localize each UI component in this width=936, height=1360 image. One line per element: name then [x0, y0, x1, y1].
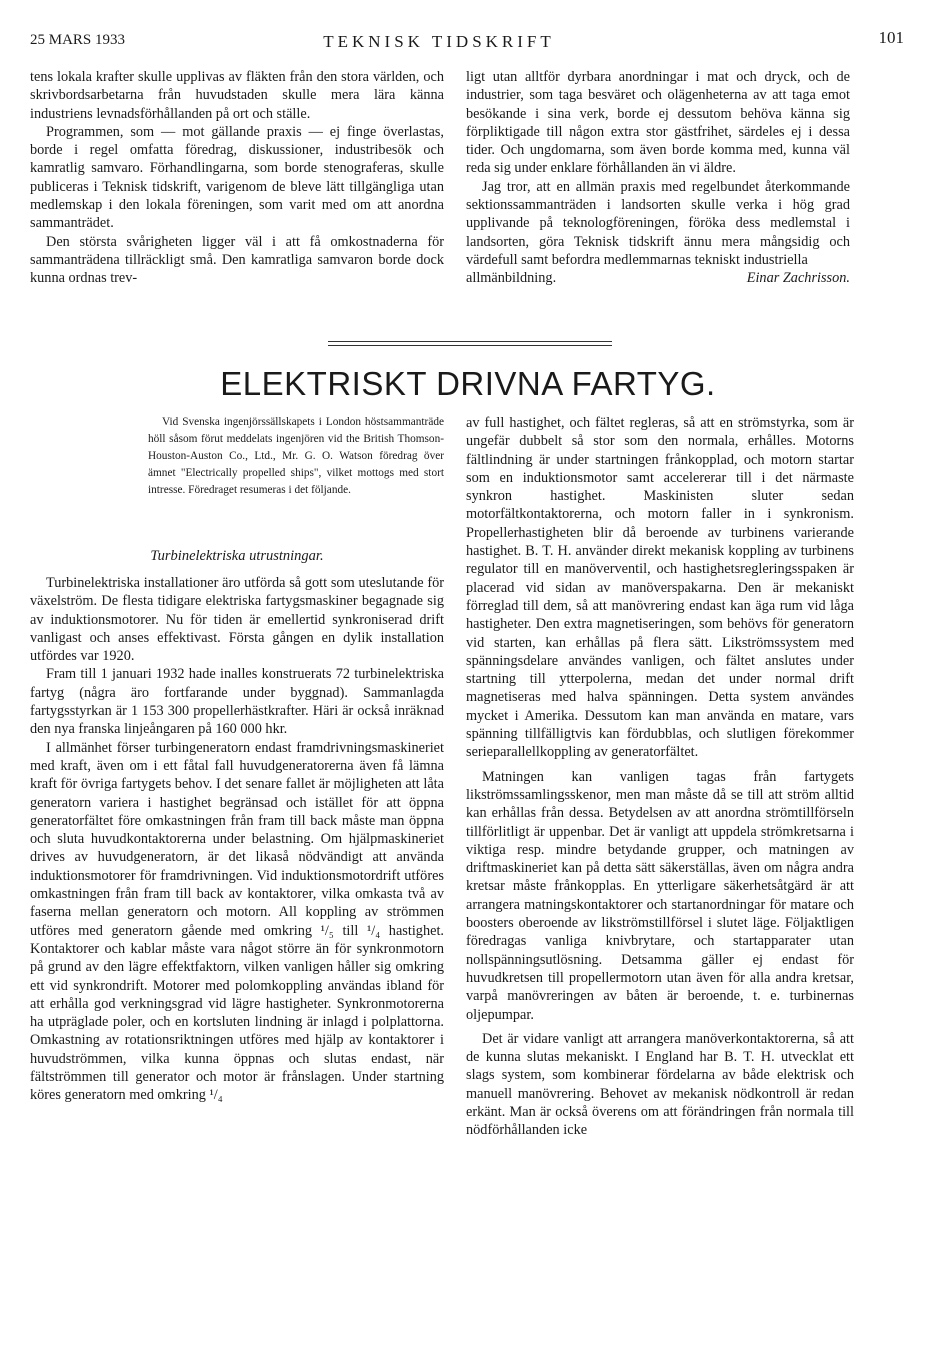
running-header [30, 28, 904, 56]
paragraph: av full hastighet, och fältet regleras, så att en strömstyrka, som är ungefär dubbelt så stor som den normala, erhålles. Motorns fältlindning är under startningen frånkopplad, och motorn startar som en induktionsmotor samt accelererar till i det närmaste synkron hastighet. Maskinisten sluter sedan motorfältkontaktorerna, och motorn faller in i synkronism. Propellerhastigheten blir då beroende av turbinens varierande hastighet. B. T. H. använder direkt mekanisk koppling av turbinens regulator till en manöverventil, och hastighetsregleringsspaken är placerad vid sidan av manöverspakarna. Den är mekaniskt förreglad till dem, så att manövrering endast kan äga rum vid låga hastigheter. Den extra magnetiseringen, som behövs för generatorn vid starten, kan erhållas på flera sätt. Likströmssystem med spänningsdelare användes vanligen, och fältet anslutes under startning till ytterpolerna, medan det under normal drift magnetiseras med halva spänningen. Detta system användes mycket i Amerika. Dessutom kan man använda en matare, vars spänning tillfälligtvis kan fördubblas, och slutligen förekommer serieparallellkoppling av generatorfältet. [466, 415, 854, 761]
previous-article-left-column [30, 68, 444, 288]
paragraph: I allmänhet förser turbingeneratorn endast framdrivningsmaskineriet med kraft, även om i ett fåtal fall huvudgeneratorerna även få lämna kraft för övriga fartygets behov. I det senare fallet är möjligheten att låta generatorn variera i hastighet begränsad och istället för att öppna generatorfältet före omkastningen från fram till back måste man öppna och sluta huvudkontaktorerna under belastning. Om hjälpmaskineriet drives av huvudgeneratorn, är det likaså nödvändigt att använda induktionsmotorer för framdrivningen. Vid induktionsmotordrift utföres omkastningen från fram till back av kontaktorer, vilka omkasta två av faserna mellan generatorn och motorn. All koppling av strömmen utföres med generatorn gående med omkring ¹/₅ till ¹/₄ hastighet. Kontaktorer och kablar måste vara något större än för synkronmotorn på grund av den lägre effektfaktorn, vilken vanligen håller sig omkring ett vid synkrondrift. Motorer med polomkoppling användas ibland för att erhålla god verkningsgrad vid lägre hastigheter. Synkronmotorerna ha utpräglade poler, och en kortsluten lindning är inlagd i polplattorna. Omkastning av rotationsriktningen utföres med hjälp av kontaktorer i huvudströmmen, vilka kunna öppnas och slutas endast, när fältströmmen till generator och motor är frånslagen. Under startning köres generatorn med omkring ¹/₄ [30, 739, 444, 1104]
paragraph: Programmen, som — mot gällande praxis — ej finge överlastas, borde i regel omfatta föredrag, diskussioner, industribesök och kamratlig samvaro. Förhandlingarna, som borde stenograferas, skulle publiceras i Teknisk tidskrift, varigenom de bleve lätt tillgängliga utan medlemskap i den lokala föreningen, som varit med om att anordna sammanträdet. [30, 123, 444, 232]
separator-rule [328, 345, 612, 346]
issue-date: 25 MARS 1933 [30, 32, 126, 48]
section-heading: Turbinelektriska utrustningar. [150, 548, 324, 564]
article-intro [148, 414, 444, 499]
paragraph: Det är vidare vanligt att arrangera manöverkontaktorerna, så att de kunna slutas mekaniskt. I England har B. T. H. utvecklat ett slags system, som kombinerar fördelarna av både elektrisk och manuell manövrering. Behovet av mekanisk nödkontroll är redan erkänt. Man är också överens om att förändringen från normala till nödförhållanden icke [466, 1030, 854, 1139]
article-title: ELEKTRISKT DRIVNA FARTYG. [220, 365, 716, 402]
paragraph: Fram till 1 januari 1932 hade inalles konstruerats 72 turbinelektriska fartyg (några äro fortfarande under byggnad). Sammanlagda fartygsstyrkan är 1 153 300 propellerhästkrafter. Häri är också inräknad den nya franska linjeångaren på 160 000 hkr. [30, 666, 444, 738]
paragraph: Turbinelektriska installationer äro utförda så gott som uteslutande för växelström. De flesta tidigare elektriska fartygsmaskiner begagnade sig av induktionsmotorer. Nu för tiden är emellertid synkroniserad drift vanligast och anses effektivast. Första gången en dylik installation utfördes var 1920. [30, 575, 444, 665]
paragraph: Jag tror, att en allmän praxis med regelbundet återkommande sektionssammanträden i landsorten skulle verka i hög grad upplivande på teknologföreningen, föröka dess medlemstal i landsorten, göra Teknisk tidskrift ännu mera mångsidig och värdefull samt befordra medlemmarnas tekniskt industriella [466, 178, 850, 268]
paragraph: Matningen kan vanligen tagas från fartygets likströmssamlingsskenor, men man måste då se till att ström alltid kan erhållas från dessa. Betydelsen av att anordna strömtillförseln tillförlitligt är uppenbar. Det är vanligt att uppdela strömkretsarna i viktiga resp. mindre betydande grupper, och matningen av driftmaskineriet kan på detta sätt säkerställas, även om några andra kretsar måste frånkopplas. En ytterligare säkerhetsåtgärd är att arrangera matningskontaktorer och startanordningar för matare och boosters oberoende av likströmstillförsel i slutet läge. Följaktligen föredragas vanliga knivbrytare, och startapparater utan nollspänningsutlösning. Detsamma gäller ej endast för huvudkretsen till propellermotorn utan även för alla andra kretsar, varpå manövreringen av båten är beroende, t. e. turbinernas oljepumpar. [466, 768, 854, 1023]
closing-word: allmänbildning. [466, 270, 557, 287]
paragraph: tens lokala krafter skulle upplivas av fläkten från den stora världen, och skrivbordsarbetarna från huvudstaden skulle mera lära känna industriens levnadsförhållanden på ort och ställe. [30, 69, 444, 122]
page-number: 101 [878, 28, 904, 47]
journal-title: TEKNISK TIDSKRIFT [323, 32, 555, 51]
separator-rule [328, 341, 612, 342]
paragraph: ligt utan alltför dyrbara anordningar i mat och dryck, och de industrier, som taga besväret och olägenheterna av att taga emot besökande i sina verk, borde ej dessutom behöva känna sig förpliktigade till någon extra stor gästfrihet, särdeles ej i dessa tider. Och ungdomarna, som även borde komma med, kunna väl reda sig under enklare förhållanden än vi äldre. [466, 69, 850, 177]
article-left-column [30, 574, 444, 1105]
author-signature: Einar Zachrisson. [746, 270, 850, 287]
paragraph: Den största svårigheten ligger väl i att få omkostnaderna för sammanträdena tillräckligt små. Den kamratliga samvaron borde dock kunna ordnas trev- [30, 233, 444, 287]
article-right-column [466, 414, 854, 1140]
intro-paragraph: Vid Svenska ingenjörssällskapets i London höstsammanträde höll såsom förut meddelats ingenjören vid the British Thomson-Houston-Auston Co., Ltd., Mr. G. O. Watson föredrag över ämnet "Electrically propelled ships", vilket mottogs med stort intresse. Föredraget resumeras i det följande. [148, 416, 444, 496]
previous-article-right-column [466, 68, 850, 288]
closing-line [466, 269, 850, 287]
